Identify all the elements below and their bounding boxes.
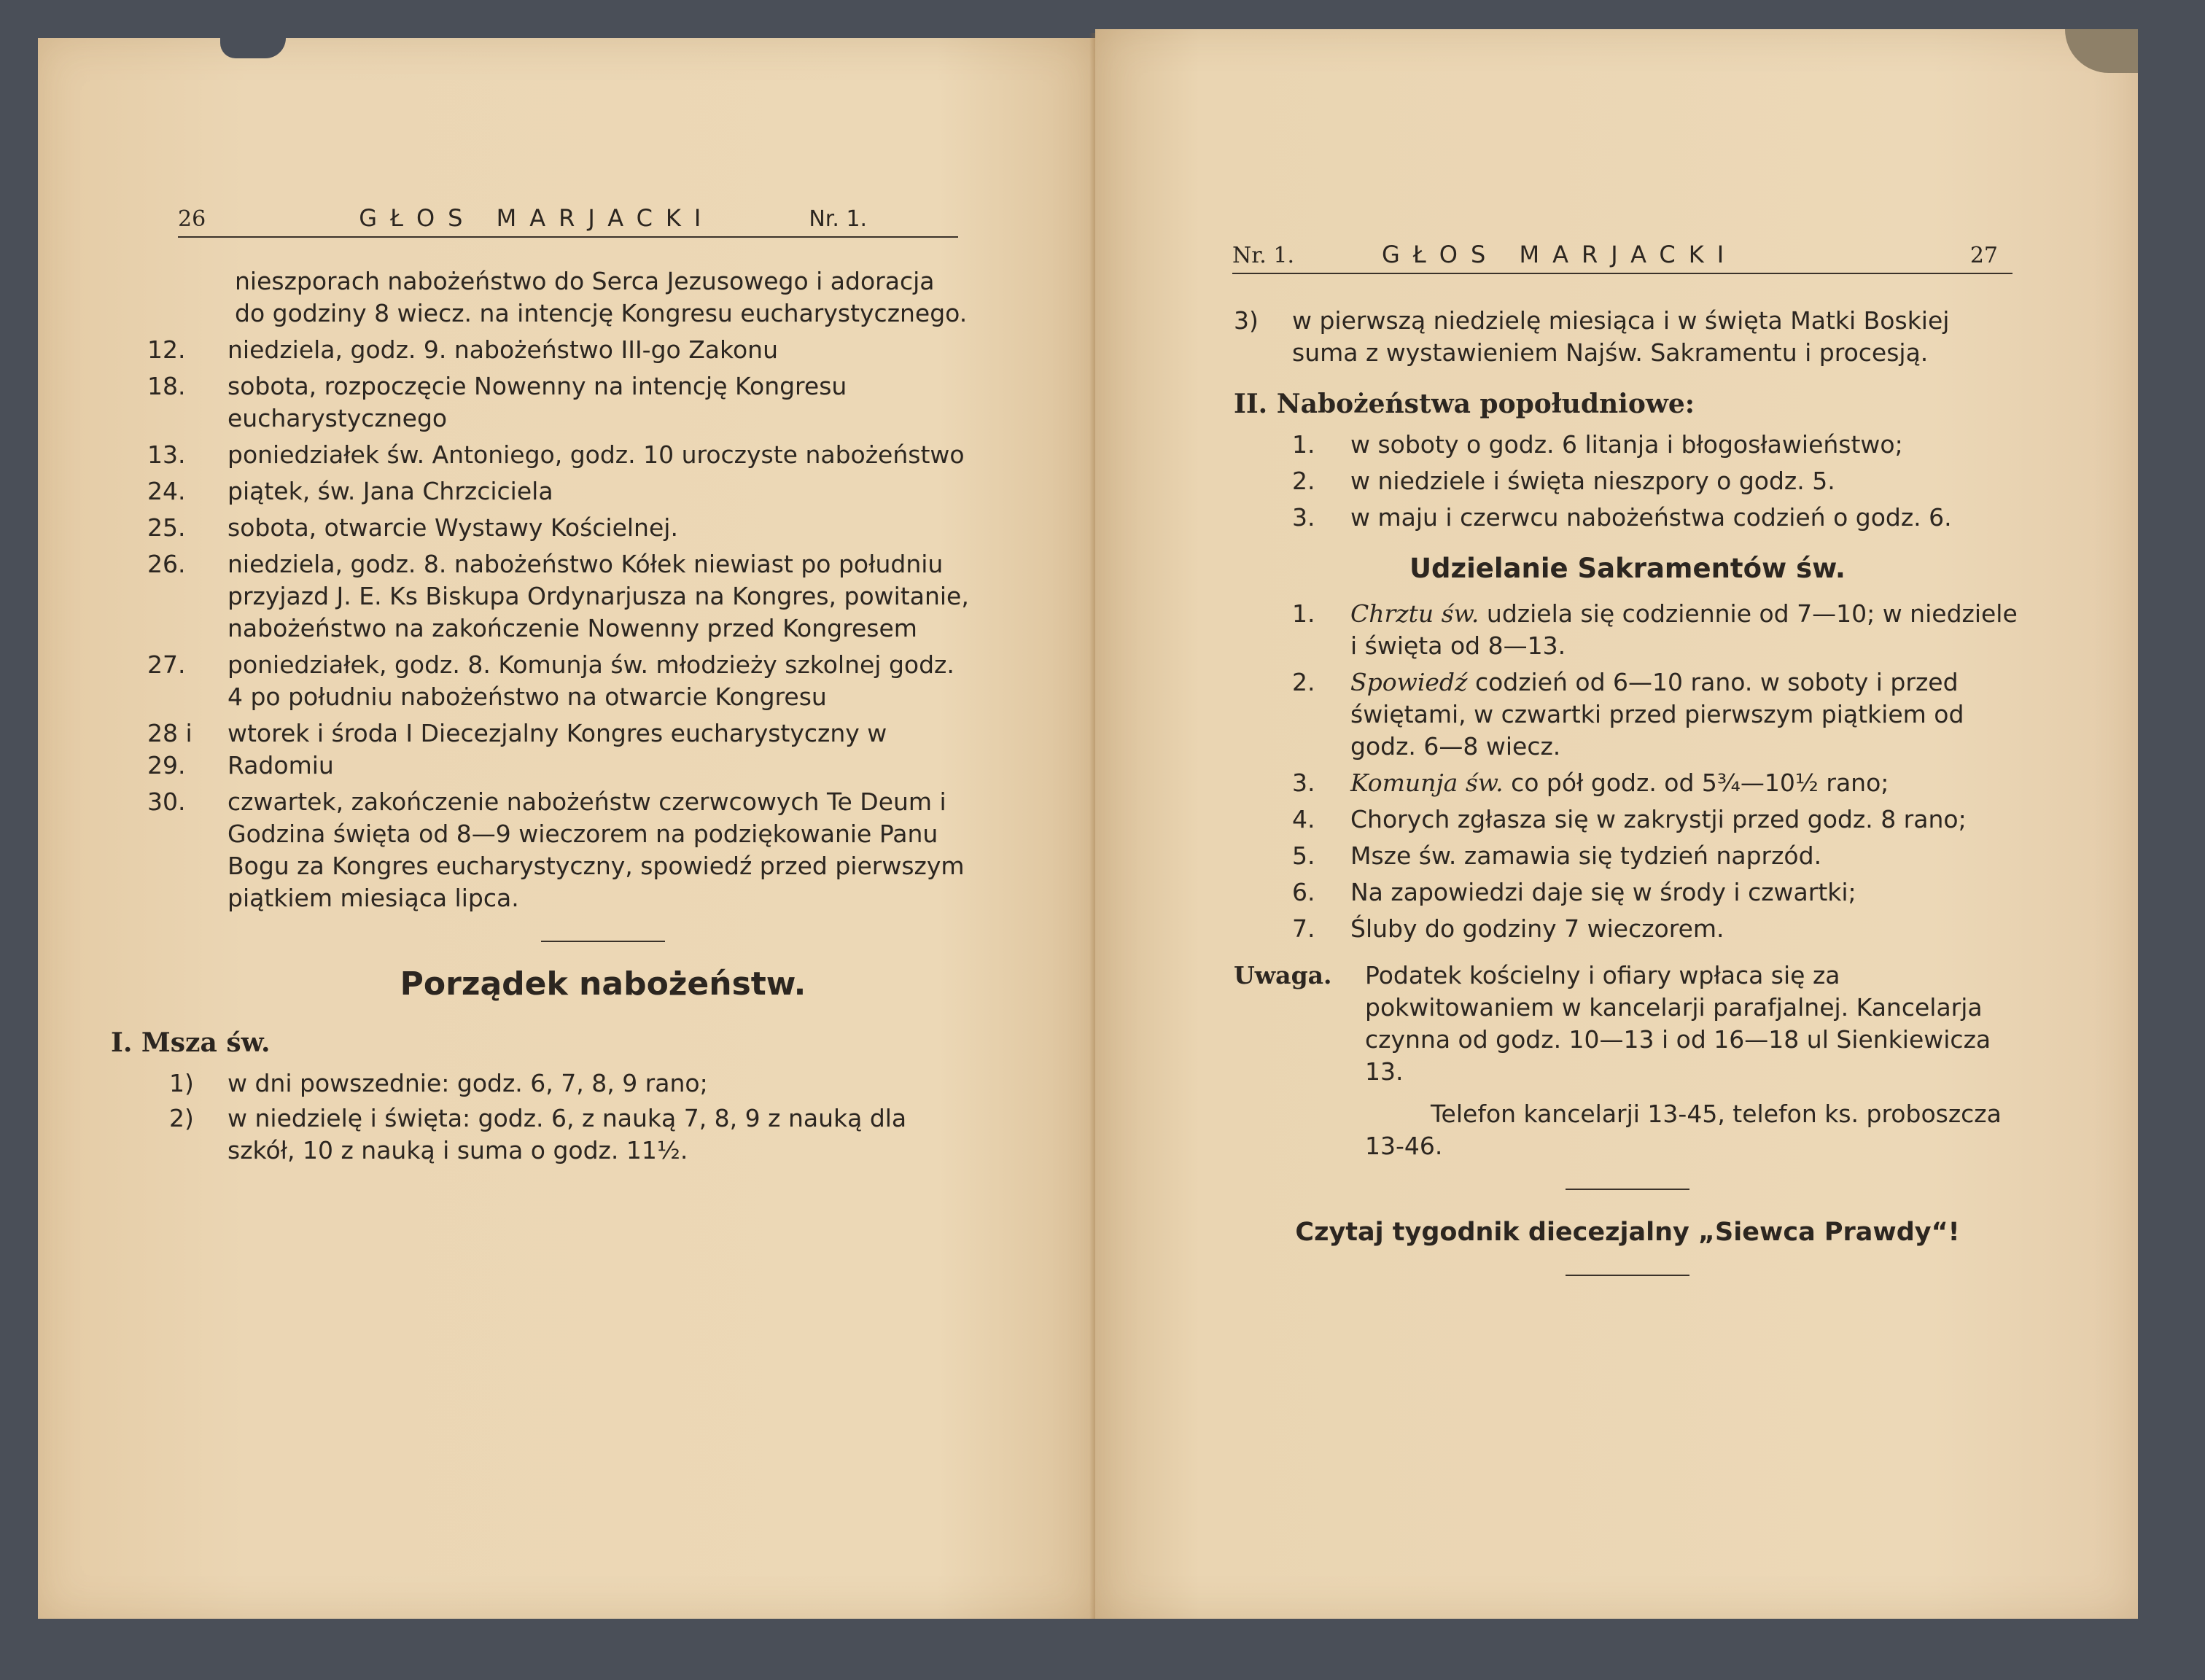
section-title: Porządek nabożeństw. (400, 965, 806, 1003)
list-item: 5. Msze św. zamawia się tydzień naprzód. (1292, 841, 1822, 870)
issue-number: Nr. 1. (809, 206, 868, 232)
list-item: 12. niedziela, godz. 9. nabożeństwo III-go Zakonu (147, 335, 778, 364)
journal-title: GŁOS MARJACKI (1382, 241, 1738, 268)
left-page (38, 38, 1095, 1619)
list-item: 4. Chorych zgłasza się w zakrystji przed godz. 8 rano; (1292, 805, 1967, 833)
journal-title: GŁOS MARJACKI (359, 204, 715, 232)
note-label: Uwaga. (1234, 961, 1332, 989)
list-item: 2) w niedzielę i święta: godz. 6, z nauką 7, 8, 9 z nauką dla szkół, 10 z nauką i suma o godz. 11½. (169, 1104, 907, 1164)
divider (1566, 1275, 1689, 1276)
list-item: 3) w pierwszą niedzielę miesiąca i w święta Matki Boskiej suma z wystawieniem Najśw. Sakramentu i procesją. (1234, 306, 1950, 367)
list-item: 1) w dni powszednie: godz. 6, 7, 8, 9 rano; (169, 1069, 708, 1097)
calendar-entries (147, 334, 971, 914)
left-page-header (178, 204, 958, 238)
mass-heading: I. Msza św. (111, 1027, 271, 1058)
list-item: 30. czwartek, zakończenie nabożeństw czerwcowych Te Deum i Godzina święta od 8—9 wieczorem na podziękowanie Panu Bogu za Kongres eucharystyczny, spowiedź przed pierwszym piątkiem miesiąca lipca. (147, 788, 965, 912)
divider (1566, 1189, 1689, 1190)
torn-edge (220, 38, 286, 58)
page-number: 26 (178, 206, 206, 232)
right-page-body (1234, 305, 2021, 1302)
list-item: 25. sobota, otwarcie Wystawy Kościelnej. (147, 513, 678, 542)
list-item: 7. Śluby do godziny 7 wieczorem. (1292, 914, 1724, 943)
sacraments-list (1292, 598, 2021, 945)
list-item: 2. Spowiedź codzień od 6—10 rano. w soboty i przed świętami, w czwartki przed pierwszym piątkiem od godz. 6—8 wiecz. (1292, 668, 1964, 761)
list-item: 18. sobota, rozpoczęcie Nowenny na intencję Kongresu eucharystycznego (147, 372, 847, 432)
note-text: Podatek kościelny i ofiary wpłaca się za pokwitowaniem w kancelarji parafjalnej. Kancelarja czynna od godz. 10—13 i od 16—18 ul Sienkiewicza 13. (1365, 961, 1991, 1086)
afternoon-list (1292, 429, 2021, 534)
right-page-header (1232, 241, 2012, 274)
list-item: 3. w maju i czerwcu nabożeństwa codzień o godz. 6. (1292, 503, 1952, 532)
divider (541, 941, 665, 942)
issue-number: Nr. 1. (1232, 243, 1294, 268)
list-item: 2. w niedziele i święta nieszpory o godz. 5. (1292, 467, 1835, 495)
list-item: 1. w soboty o godz. 6 litanja i błogosławieństwo; (1292, 430, 1903, 459)
phone-info: Telefon kancelarji 13-45, telefon ks. proboszcza 13-46. (1365, 1100, 2002, 1160)
intro-paragraph: nieszporach nabożeństwo do Serca Jezusowego i adoracja do godziny 8 wiecz. na intencję Kongresu eucharystycznego. (235, 267, 968, 327)
list-item: 24. piątek, św. Jana Chrzciciela (147, 477, 553, 505)
sacraments-title: Udzielanie Sakramentów św. (1409, 553, 1846, 584)
page-number: 27 (1969, 243, 1998, 268)
note (1234, 960, 2021, 1088)
left-page-body (111, 265, 971, 1170)
list-item: 27. poniedziałek, godz. 8. Komunja św. młodzieży szkolnej godz. 4 po południu nabożeństwo na otwarcie Kongresu (147, 650, 954, 711)
list-item: 13. poniedziałek św. Antoniego, godz. 10 uroczyste nabożeństwo (147, 440, 965, 469)
list-item: 3. Komunja św. co pół godz. od 5¾—10½ rano; (1292, 769, 1889, 797)
list-item: 1. Chrztu św. udziela się codziennie od 7—10; w niedziele i święta od 8—13. (1292, 599, 2018, 660)
list-item: 26. niedziela, godz. 8. nabożeństwo Kółek niewiast po południu przyjazd J. E. Ks Biskupa Ordynarjusza na Kongres, powitanie, nabożeństwo na zakończenie Nowenny przed Kongresem (147, 550, 969, 642)
list-item: 28 i 29. wtorek i środa I Diecezjalny Kongres eucharystyczny w Radomiu (147, 719, 887, 779)
call-to-action: Czytaj tygodnik diecezjalny „Siewca Prawdy“! (1295, 1218, 1960, 1247)
torn-corner (2065, 29, 2138, 73)
afternoon-heading: II. Nabożeństwa popołudniowe: (1234, 389, 1695, 419)
list-item: 6. Na zapowiedzi daje się w środy i czwartki; (1292, 878, 1856, 906)
right-page (1095, 29, 2138, 1619)
